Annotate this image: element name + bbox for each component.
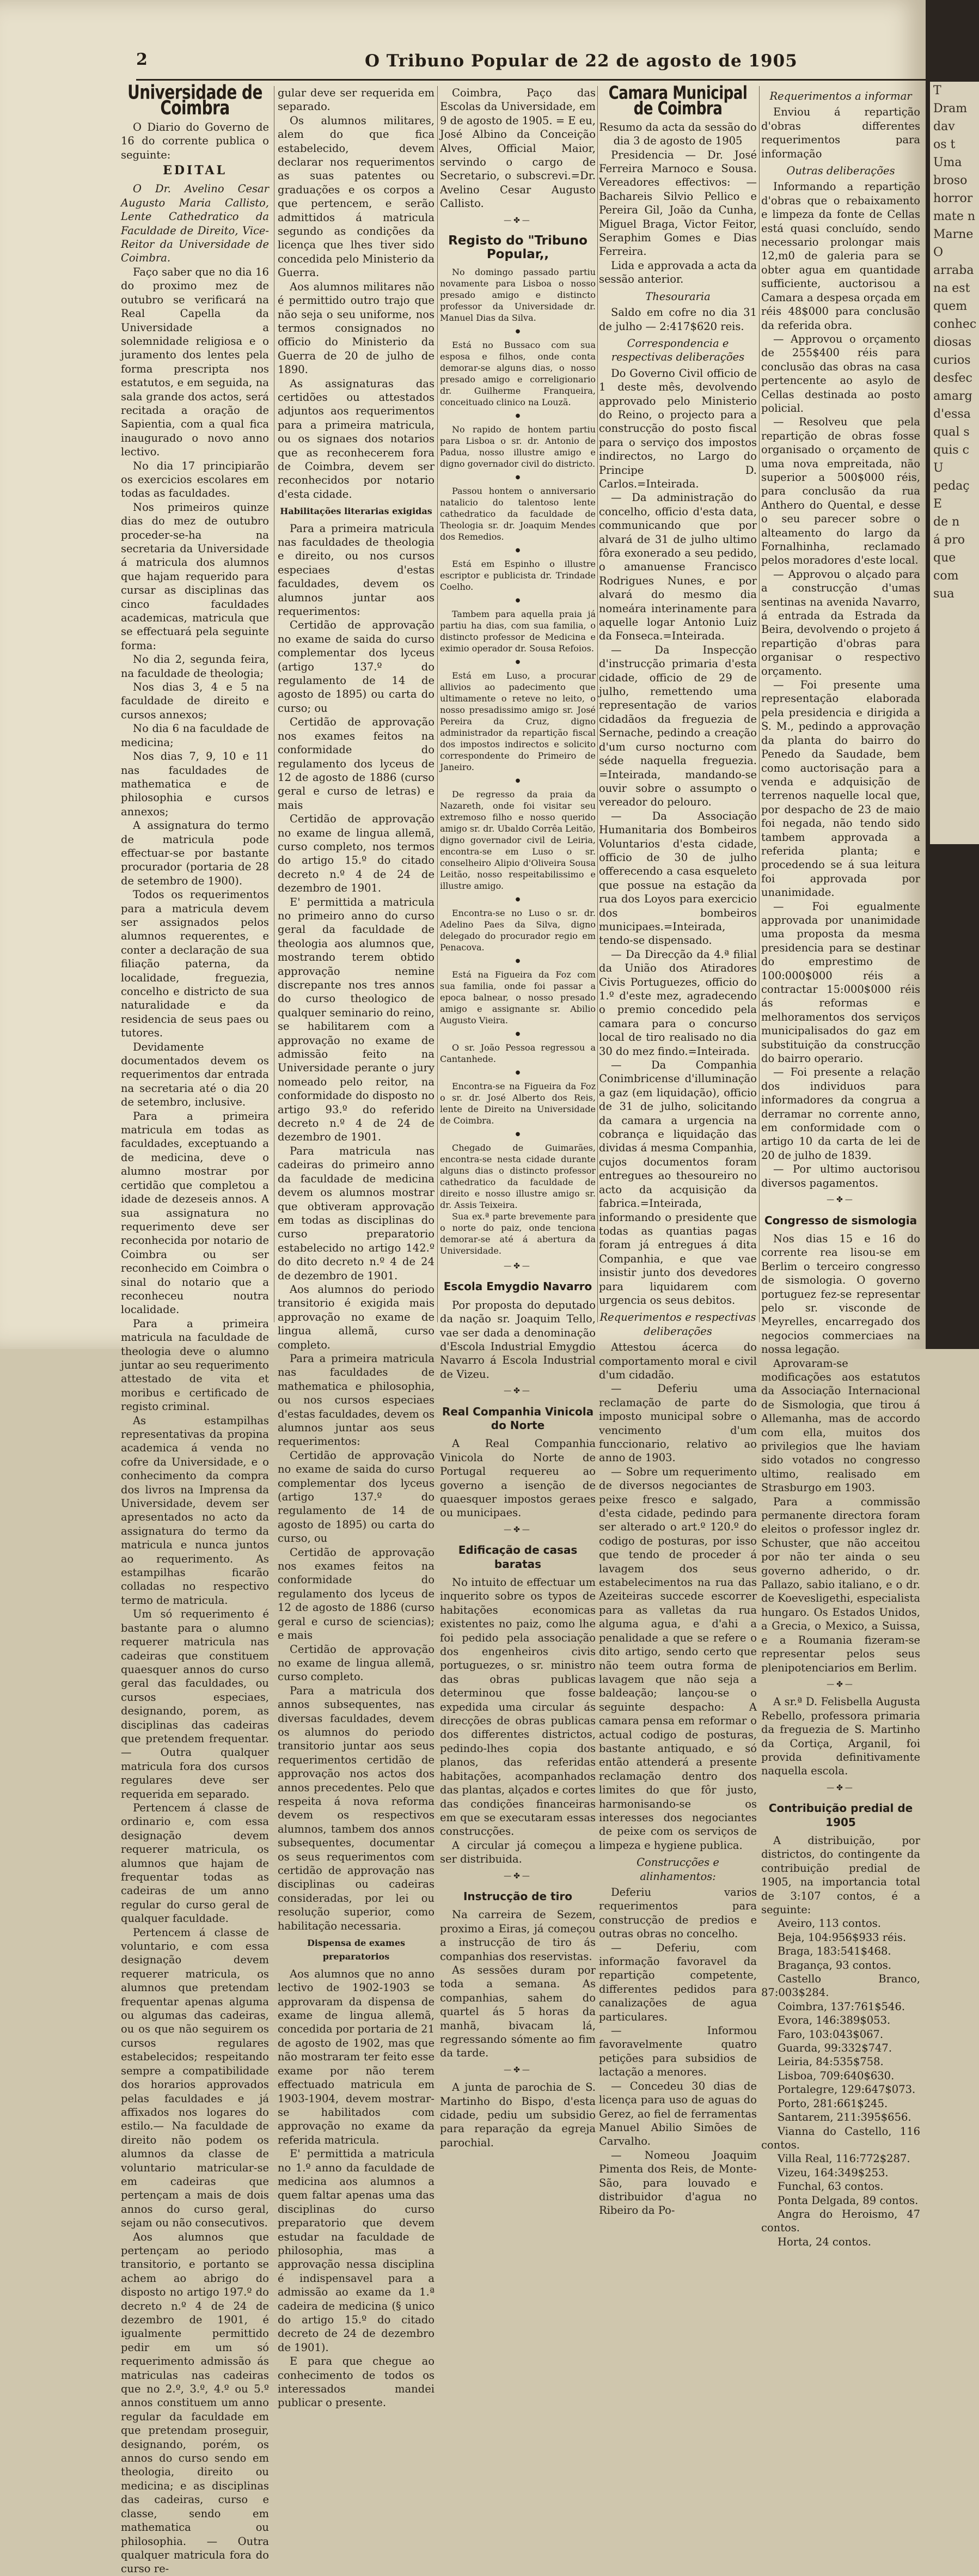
paragraph: A junta de parochia de S. Martinho do Bispo, d'esta cidade, pediu um subsidio para reparação da egreja parochial. bbox=[440, 2081, 596, 2149]
paragraph: — Sobre um requerimento de diversos negociantes de peixe fresco e salgado, d'esta cidade, pedindo para ser alterado o art.º 120.º do codigo de posturas, por isso que tendo de proceder á lavagem dos seus estabelecimentos na rua das Azeiteiras succede escorrer para as valletas da rua alguma agua, e d'ahi a penalidade a que se refere o dito artigo, sendo certo que não teem outra forma de lavagem que não seja a baldeação; lançou-se o seguinte despacho: A camara pensa em reformar o actual codigo de posturas, bastante antiquado, e só então attenderá a presente reclamação dentro dos limites do que fôr justo, harmonisando-se os interesses dos negociantes de peixe com os serviços de limpeza e hygiene publica. bbox=[599, 1465, 757, 1852]
fragment: com bbox=[933, 569, 959, 583]
paragraph: — Por ultimo auctorisou diversos pagamentos. bbox=[761, 1163, 920, 1189]
fragment: qual s bbox=[933, 425, 970, 439]
news-item: Está no Bussaco com sua esposa e filhos, onde conta demorar-se alguns dias, o nosso presado amigo e correligionario dr. Guilherme Franqueira, conceituado clinico na Louzã. bbox=[440, 339, 596, 407]
paragraph: No dia 2, segunda feira, na faculdade de theologia; bbox=[121, 653, 269, 680]
list-item: Aveiro, 113 contos. bbox=[778, 1917, 881, 1930]
paragraph: Nos dias 3, 4 e 5 na faculdade de direito e cursos annexos; bbox=[121, 681, 269, 721]
paragraph: Do Governo Civil officio de 1 deste mês, devolvendo approvado pelo Ministerio do Reino, o projecto para a construcção do posto fiscal para o serviço dos impostos indirectos, no Largo do Principe D. Carlos.=Inteirada. bbox=[599, 367, 757, 490]
paragraph: Um só requerimento é bastante para o alumno requerer matricula nas cadeiras que constituem quaesquer annos do curso geral das faculdades, ou cursos especiaes, designando, porem, as disciplinas das cadeiras que pretendem frequentar. — Outra qualquer matricula fora dos cursos regulares deve ser requerida em separado. bbox=[121, 1608, 269, 1800]
list-item: Evora, 146:389$053. bbox=[778, 2014, 891, 2027]
headline-escola: Escola Emygdio Navarro bbox=[443, 1280, 592, 1293]
fragment: Marne bbox=[933, 228, 974, 241]
paragraph: Lida e approvada a acta da sessão anterior. bbox=[599, 259, 757, 286]
paragraph: — Da administração do concelho, officio d'esta data, communicando que por alvará de 31 de julho ultimo fôra exonerado a seu pedido, o amanuense Francisco Rodrigues Nunes, e por alvará do mesmo dia nomeára interinamente para aquelle logar Antonio Luiz da Fonseca.=Inteirada. bbox=[599, 491, 757, 643]
news-item: No rapido de hontem partiu para Lisboa o sr. dr. Antonio de Padua, nosso illustre amigo e digno governador civil do districto. bbox=[440, 424, 596, 469]
paragraph: Por proposta do deputado da nação sr. Joaquim Tello, vae ser dada a denominação d'Escola Industrial Emygdio Navarro á Escola Industrial de Vizeu. bbox=[440, 1298, 596, 1381]
news-item: Encontra-se na Figueira da Foz o sr. dr. José Alberto dos Reis, lente de Direito na Universidade de Coimbra. bbox=[440, 1081, 596, 1126]
paragraph: Aprovaram-se modificações aos estatutos da Associação Internacional de Sismologia, que tirou á Allemanha, mas de accordo com ella, muitos dos privilegios que lhe haviam sido votados no congresso ultimo, realisado em Strasburgo em 1903. bbox=[761, 1357, 920, 1494]
fragment: desfec bbox=[933, 371, 972, 385]
bullet-divider: ● bbox=[515, 328, 521, 334]
paragraph: A distribuição, por districtos, do contingente da contribuição predial de 1905, na importancia total de 3:107 contos, é a seguinte: bbox=[761, 1834, 920, 1916]
paragraph: Na carreira de Sezem, proximo a Eiras, já começou a instrucção de tiro ás companhias dos reservistas. bbox=[440, 1908, 596, 1963]
column-3 bbox=[440, 86, 596, 2149]
paragraph: — Informou favoravelmente quatro petições para subsidios de lactação a menores. bbox=[599, 2024, 757, 2079]
section-requerimentos: Requerimentos e respectivas deliberações bbox=[599, 1311, 756, 1338]
fragment: T bbox=[933, 84, 941, 97]
paragraph: Attestou ácerca do comportamento moral e civil d'um cidadão. bbox=[599, 1341, 757, 1381]
column-1 bbox=[121, 81, 269, 2575]
bullet-divider: ● bbox=[515, 658, 521, 665]
paragraph: Certidão de approvação no exame de lingua allemã, curso completo. bbox=[278, 1643, 435, 1683]
headline-tiro: Instrucção de tiro bbox=[463, 1889, 573, 1903]
list-item: Ponta Delgada, 89 contos. bbox=[778, 2194, 919, 2207]
fragment: amarg bbox=[933, 389, 972, 403]
headline-edificacao: Edificação de casas baratas bbox=[458, 1543, 578, 1571]
edital-closing: Coimbra, Paço das Escolas da Universidade, em 9 de agosto de 1905. = E eu, José Albino da Conceição Alves, Official Maior, servindo o cargo de Secretario, o subscrevi.=Dr. Avelino Cesar Augusto Callisto. bbox=[440, 87, 596, 210]
news-item: Encontra-se no Luso o sr. dr. Adelino Paes da Silva, digno delegado do procurador regio em Penacova. bbox=[440, 907, 596, 953]
paragraph: Certidão de approvação no exame de saida do curso complementar dos lyceus (artigo 137.º do regulamento de 14 de agosto de 1895) ou carta do curso; ou bbox=[278, 619, 435, 715]
paragraph: — Foi egualmente approvada por unanimidade uma proposta da mesma presidencia para se destinar do emprestimo de 100:000$000 réis a contractar 15:000$000 réis ás reformas e melhoramentos dos serviços municipalisados do gaz em substituição da construcção do bairro operario. bbox=[761, 900, 920, 1065]
bullet-divider: ● bbox=[515, 1131, 521, 1137]
paragraph: gular deve ser requerida em separado. bbox=[278, 87, 435, 113]
headline-registo: Registo do "Tribuno Popular,, bbox=[448, 234, 588, 262]
paragraph: E para que chegue ao conhecimento de todos os interessados mandei publicar o presente. bbox=[278, 2355, 435, 2409]
fragment: sua bbox=[933, 587, 954, 601]
paragraph: Presidencia — Dr. José Ferreira Marnoco e Sousa. Vereadores effectivos: — Bachareis Silvio Pellico e Pereira Gil, João da Cunha, Miguel Braga, Victor Feitor, Seraphim Gomes e Dias Ferreira. bbox=[599, 148, 757, 258]
paragraph: Certidão de approvação no exame de saida do curso complementar dos lyceus (artigo 137.º do regulamento de 14 de agosto de 1895) ou carta do curso, ou bbox=[278, 1449, 435, 1545]
fragment: broso bbox=[933, 174, 968, 187]
bullet-divider: ● bbox=[515, 474, 521, 480]
ornament-divider: —✤— bbox=[504, 1525, 532, 1534]
column-5 bbox=[761, 86, 920, 2248]
paragraph: E' permittida a matricula no 1.º anno da faculdade de medicina aos alumnos a quem faltar apenas uma das disciplinas do curso preparatorio que devem estudar na faculdade de philosophia, mas a approvação nessa disciplina é indispensavel para a admissão ao exame da 1.ª cadeira de medicina (§ unico do artigo 15.º do citado decreto de 24 de dezembro de 1901). bbox=[278, 2147, 435, 2354]
bullet-divider: ● bbox=[515, 597, 521, 603]
paragraph: Para a matricula dos annos subsequentes, nas diversas faculdades, devem os alumnos do periodo transitorio juntar aos seus requerimentos certidão de approvação nos actos dos annos precedentes. Pelo que respeita á nova reforma devem os respectivos alumnos, tambem dos annos subsequentes, documentar os seus requerimentos com certidão de approvação nas disciplinas ou cadeiras consideradas, por lei ou resolução superior, como habilitação necessaria. bbox=[278, 1684, 435, 1932]
paragraph: E' permittida a matricula no primeiro anno do curso geral da faculdade de theologia aos alumnos que, mostrando terem obtido approvação nemine discrepante nos tres annos do curso theologico de qualquer seminario do reino, se habilitarem com a approvação no exame de admissão feito na Universidade perante o jury nomeado pelo reitor, na conformidade do disposto no artigo 93.º do referido decreto n.º 4 de 24 de dezembro de 1901. bbox=[278, 895, 435, 1144]
paragraph: No dia 6 na faculdade de medicina; bbox=[121, 722, 269, 749]
paragraph: Pertencem á classe de ordinario e, com essa designação devem requerer matricula, os alumnos que hajam de frequentar todas as cadeiras de um anno regular do curso geral de qualquer faculdade. bbox=[121, 1801, 269, 1925]
fragment: á pro bbox=[933, 533, 965, 547]
paragraph: A Real Companhia Vinicola do Norte de Portugal requereu ao governo a isenção de quaesquer impostos geraes ou municipaes. bbox=[440, 1437, 596, 1519]
fragment: arraba bbox=[933, 264, 974, 277]
list-item: Porto, 281:661$245. bbox=[778, 2097, 888, 2110]
acta-summary: Resumo da acta da sessão do dia 3 de agosto de 1905 bbox=[599, 120, 757, 148]
fragment: de n bbox=[933, 515, 960, 529]
paragraph: Nos dias 15 e 16 do corrente rea lisou-se em Berlim o terceiro congresso de sismologia. O governo portuguez fez-se representar pelo sr. visconde de Meyrelles, encarregado dos negocios commerciaes na nossa legação. bbox=[761, 1232, 920, 1356]
fragment: pedaç bbox=[933, 479, 970, 493]
list-item: Horta, 24 contos. bbox=[778, 2235, 871, 2248]
paragraph: — Foi presente uma representação elaborada pela presidencia e dirigida a S. M., pedindo a approvação da planta do bairro do Penedo da Saudade, bem como auctorisação para a venda e adquisição de terrenos naquelle local que, por despacho de 23 de maio foi negada, não tendo sido tambem approvada a referida planta; e procedendo se á sua leitura foi approvada por unanimidade. bbox=[761, 679, 920, 899]
paragraph: Nos dias 7, 9, 10 e 11 nas faculdades de mathematica e de philosophia e cursos annexos; bbox=[121, 750, 269, 818]
paragraph: Aos alumnos que pertençam ao periodo transitorio, e portanto se achem ao abrigo do disposto no artigo 197.º do decreto n.º 4 de 24 de dezembro de 1901, é igualmente permittido pedir em um só requerimento admissão ás matriculas nas cadeiras que no 2.º, 3.º, 4.º ou 5.º annos constituem um anno regular da faculdade em que pretendam proseguir, designando, porém, os annos do curso sendo em theologia, direito ou medicina; e as disciplinas das cadeiras, curso e classe, sendo em mathematica ou philosophia. — Outra qualquer matricula fora do curso re- bbox=[121, 2230, 269, 2575]
paragraph: Para a primeira matricula nas faculdades de mathematica e philosophia, ou nos cursos especiaes d'estas faculdades, devem os alumnos juntar aos seus requerimentos: bbox=[278, 1352, 435, 1448]
bullet-divider: ● bbox=[515, 896, 521, 902]
bullet-divider: ● bbox=[515, 1030, 521, 1037]
paragraph: — Da Direcção da 4.ª filial da União dos Atiradores Civis Portuguezes, officio do 1.º d'este mez, agradecendo o premio concedido pela camara para o concurso local de tiro realisado no dia 30 do mez findo.=Inteirada. bbox=[599, 948, 757, 1058]
paragraph: — Deferiu uma reclamação de parte do imposto municipal sobre o vencimento d'um funccionario, relativo ao anno de 1903. bbox=[599, 1382, 757, 1464]
paragraph: — Da Inspecção d'instrucção primaria d'esta cidade, officio de 29 de julho, remettendo uma representação de varios cidadãos da freguezia de Sernache, pedindo a creação d'um curso nocturno com séde naquella freguezia. =Inteirada, mandando-se ouvir sobre o assumpto o vereador do pelouro. bbox=[599, 643, 757, 809]
fragment: O bbox=[933, 246, 944, 259]
column-4 bbox=[599, 82, 757, 2217]
section-correspondencia: Correspondencia e respectivas deliberações bbox=[611, 337, 745, 364]
paragraph: A assignatura do termo de matricula pode effectuar-se por bastante procurador (portaria de 28 de setembro de 1900). bbox=[121, 819, 269, 887]
paragraph: A sr.ª D. Felisbella Augusta Rebello, professora primaria da freguezia de S. Martinho da Cortiça, Arganil, foi provida definitivamente naquella escola. bbox=[761, 1695, 920, 1778]
paragraph: — Deferiu, com informação favoravel da repartição competente, differentes pedidos para canalizações de agua particulares. bbox=[599, 1941, 757, 2023]
fragment: quem bbox=[933, 300, 968, 313]
paragraph: As sessões duram por toda a semana. As companhias, sahem do quartel ás 5 horas da manhã, bivacam lá, regressando sómente ao fim da tarde. bbox=[440, 1963, 596, 2060]
fragment: que bbox=[933, 551, 956, 565]
news-item: Sua ex.ª parte brevemente para o norte do paiz, onde tenciona demorar-se até á abertura da Universidade. bbox=[440, 1211, 596, 1256]
paragraph: — Foi presente a relação dos individuos para informadores da congrua a derramar no corrente anno, em conformidade com o artigo 10 da carta de lei de 20 de julho de 1839. bbox=[761, 1066, 920, 1162]
paragraph: Para a primeira matricula nas faculdades de theologia e direito, ou nos cursos especiaes d'estas faculdades, devem os alumnos juntar aos requerimentos: bbox=[278, 522, 435, 618]
adjacent-page-edge bbox=[926, 0, 979, 1349]
paragraph: No dia 17 principiarão os exercicios escolares em todas as faculdades. bbox=[121, 459, 269, 500]
paragraph: — Approvou o orçamento de 255$400 réis para conclusão das obras na casa pertencente ao asylo de Cellas destinada ao posto policial. bbox=[761, 332, 920, 414]
paragraph: As assignaturas das certidões ou attestados adjuntos aos requerimentos para a primeira matricula, ou os signaes dos notarios que as reconhecerem fora de Coimbra, devem ser reconhecidos por notario d'esta cidade. bbox=[278, 377, 435, 500]
headline-universidade: Universidade de Coimbra bbox=[127, 81, 262, 120]
paragraph: A circular já começou a ser distribuida. bbox=[440, 1839, 596, 1866]
edital-heading: EDITAL bbox=[163, 163, 227, 178]
list-item: Castello Branco, 87:003$284. bbox=[761, 1973, 920, 1999]
subheading-habilitacoes: Habilitações literarias exigidas bbox=[280, 506, 432, 517]
bullet-divider: ● bbox=[515, 777, 521, 784]
fragment: os t bbox=[933, 138, 956, 151]
paragraph: Deferiu varios requerimentos para construcção de predios e outras obras no concelho. bbox=[599, 1886, 757, 1940]
news-item: Está em Espinho o illustre escriptor e publicista dr. Trindade Coelho. bbox=[440, 558, 596, 592]
page-header bbox=[136, 48, 926, 75]
paragraph: Informando a repartição d'obras que o rebaixamento e limpeza da fonte de Cellas está quasi concluído, sendo necessario prolongar mais 12,m0 de galeria para se obter agua em quantidade sufficiente, auctorisou a Camara a despesa orçada em réis 48$000 para conclusão da referida obra. bbox=[761, 180, 920, 332]
fragment: conhec bbox=[933, 318, 977, 331]
section-outras: Outras deliberações bbox=[786, 164, 895, 178]
list-item: Vianna do Castello, 116 contos. bbox=[761, 2125, 920, 2151]
fragment: curios bbox=[933, 353, 971, 367]
list-item: Lisboa, 709:640$630. bbox=[778, 2069, 895, 2082]
paragraph: Certidão de approvação nos exames feitos na conformidade do regulamento dos lyceus de 12 de agosto de 1886 (curso geral e curso de sciencias); e mais bbox=[278, 1546, 435, 1642]
ornament-divider: —✤— bbox=[504, 1871, 532, 1881]
paragraph: Aos alumnos do periodo transitorio é exigida mais approvação no exame de lingua allemã, curso completo. bbox=[278, 1283, 435, 1351]
list-item: Villa Real, 116:772$287. bbox=[778, 2152, 910, 2165]
list-item: Leiria, 84:535$758. bbox=[778, 2055, 884, 2068]
ornament-divider: —✤— bbox=[827, 1195, 855, 1205]
paragraph: Os alumnos militares, alem do que fica estabelecido, devem declarar nos requerimentos as suas patentes ou graduações e os corpos a que pertencem, e serão admittidos á matricula segundo as condições da licença que lhes tiver sido concedida pelo Ministerio da Guerra. bbox=[278, 114, 435, 279]
section-requerimentos-informar: Requerimentos a informar bbox=[769, 90, 912, 102]
adjacent-page-text bbox=[930, 82, 979, 844]
list-item: Vizeu, 164:349$253. bbox=[778, 2166, 889, 2179]
paragraph: Todos os requerimentos para a matricula devem ser assignados pelos alumnos requerentes, e conter a declaração de sua filiação paterna, da localidade, freguezia, concelho e districto de sua naturalidade e da residencia de seus paes ou tutores. bbox=[121, 888, 269, 1040]
fragment: dav bbox=[933, 120, 955, 133]
paragraph: Nos primeiros quinze dias do mez de outubro proceder-se-ha na secretaria da Universidade á matricula dos alumnos que hajam requerido para cursar as disciplinas das cinco faculdades academicas, matricula que se effectuará pela seguinte forma: bbox=[121, 500, 269, 652]
paragraph: Aos alumnos militares não é permittido outro trajo que não seja o seu uniforme, nos termos consignados no officio do Ministerio da Guerra de 20 de julho de 1890. bbox=[278, 280, 435, 376]
paragraph: — Da Associação Humanitaria dos Bombeiros Voluntarios d'esta cidade, officio de 30 de julho offerecendo a casa esqueleto que possue na estação da rua dos Loyos para exercicio dos bombeiros municipaes.=Inteirada, tendo-se dispensado. bbox=[599, 809, 757, 947]
bullet-divider: ● bbox=[515, 1069, 521, 1076]
paragraph: Para a commissão permanente directora foram eleitos o professor inglez dr. Schuster, que não acceitou por não ter ainda o seu governo adherido, o dr. Pallazo, sabio italiano, e o dr. de Koevesligethi, especialista hungaro. Os Estados Unidos, a Grecia, o Mexico, a Suissa, e a Roumania fizeram-se representar pelos seus plenipotenciarios em Berlim. bbox=[761, 1495, 920, 1674]
paragraph: — Concedeu 30 dias de licença para uso de aguas do Gerez, ao fiel de ferramentas Manuel Abilio Simões de Carvalho. bbox=[599, 2079, 757, 2148]
predial-list bbox=[761, 1916, 920, 2249]
list-item: Bragança, 93 contos. bbox=[778, 1958, 891, 1971]
fragment: na est bbox=[933, 282, 970, 295]
list-item: Coimbra, 137:761$546. bbox=[778, 2000, 905, 2013]
ornament-divider: —✤— bbox=[504, 1387, 532, 1396]
paragraph: As estampilhas representativas da propina academica á venda no cofre da Universidade, e o conhecimento da compra dos livros na Imprensa da Universidade, devem ser apresentados no acto da assignatura do termo da matricula e nunca juntos ao requerimento. As estampilhas ficarão colladas no respectivo termo de matricula. bbox=[121, 1414, 269, 1607]
registo-list bbox=[440, 266, 596, 1256]
list-item: Angra do Heroismo, 47 contos. bbox=[761, 2207, 920, 2235]
paragraph: — Da Companhia Conimbricense d'illuminação a gaz (em liquidação), officio de 31 de julho, solicitando da camara a urgencia na cobrança e liquidação das dividas á mesma Companhia, cujos documentos foram entregues ao thesoureiro no acto da acquisição da fabrica.=Inteirada, informando o presidente que todas as quantias pagas foram já entregues á dita Companhia, e que vae insistir junto dos devedores para liquidarem com urgencia os seus debitos. bbox=[599, 1059, 757, 1307]
paragraph: Certidão de approvação no exame de lingua allemã, curso completo, nos termos do artigo 15.º do citado decreto n.º 4 de 24 de dezembro de 1901. bbox=[278, 813, 435, 895]
list-item: Braga, 183:541$468. bbox=[778, 1945, 891, 1958]
headline-camara: Camara Municipal de Coimbra bbox=[608, 82, 748, 119]
column-separator bbox=[597, 86, 598, 1322]
paragraph: Pertencem á classe de voluntario, e com essa designação devem requerer matricula, os alumnos que pretendam frequentar apenas alguma ou algumas das cadeiras, ou os que não seguirem os cursos regulares estabelecidos; respeitando sempre a compatibilidade dos horarios approvados pelas faculdades e já affixados nos logares do estilo.— Na faculdade de direito não podem os alumnos da classe de voluntario matricular-se em cadeiras que pertençam a mais de dois annos do curso geral, sejam ou não consecutivos. bbox=[121, 1926, 269, 2230]
paragraph: No intuito de effectuar um inquerito sobre os typos de habitações economicas existentes no paiz, como lhe foi pedido pela associação dos engenheiros civis portuguezes, o sr. ministro das obras publicas determinou que fosse expedida uma circular ás direcções de obras publicas dos differentes districtos, pedindo-lhes copia dos planos, das referidas habitações, acompanhados das plantas, alçados e cortes das condições financeiras em que se executaram essas construcções. bbox=[440, 1576, 596, 1838]
list-item: Faro, 103:043$067. bbox=[778, 2028, 884, 2041]
news-item: Tambem para aquella praia já partiu ha dias, com sua familia, o distincto professor de Medicina e eximio operador dr. Sousa Refoios. bbox=[440, 608, 596, 654]
ornament-divider: —✤— bbox=[504, 1261, 532, 1271]
ornament-divider: —✤— bbox=[504, 216, 532, 225]
column-2 bbox=[278, 86, 435, 2409]
subheading-dispensa: Dispensa de exames preparatorios bbox=[307, 1938, 406, 1962]
news-item: Está na Figueira da Foz com sua familia, onde foi passar a epoca balnear, o nosso presado amigo e assignante sr. Abilio Augusto Vieira. bbox=[440, 969, 596, 1025]
section-thesouraria: Thesouraria bbox=[645, 290, 711, 303]
list-item: Guarda, 99:332$747. bbox=[778, 2042, 892, 2055]
fragment: Dram bbox=[933, 102, 968, 115]
header-rule bbox=[136, 79, 926, 81]
news-item: De regresso da praia da Nazareth, onde foi visitar seu extremoso filho e nosso querido amigo sr. dr. Ubaldo Corrêa Leitão, digno governador civil de Leiria, encontra-se em Luso o sr. conselheiro Alipio d'Oliveira Sousa Leitão, nosso respeitabilissimo e illustre amigo. bbox=[440, 789, 596, 891]
paragraph: Enviou á repartição d'obras differentes requerimentos para informação bbox=[761, 106, 920, 160]
headline-predial: Contribuição predial de 1905 bbox=[768, 1802, 913, 1829]
ornament-divider: —✤— bbox=[504, 2065, 532, 2074]
column-separator bbox=[759, 86, 760, 1322]
section-construccoes: Construcções e alinhamentos: bbox=[637, 1856, 719, 1883]
paragraph: Para a primeira matricula em todas as faculdades, exceptuando a de medicina, deve o alumno mostrar por certidão que completou a idade de dezeseis annos. A sua assignatura no requerimento deve ser reconhecida por notario de Coimbra ou ser reconhecido em Coimbra o sinal do notario que a reconheceu noutra localidade. bbox=[121, 1109, 269, 1316]
page-number: 2 bbox=[136, 50, 148, 69]
list-item: Funchal, 63 contos. bbox=[778, 2180, 884, 2193]
paragraph: — Resolveu que pela repartição de obras fosse organisado o orçamento de uma nova empreitada, não superior a 500$000 réis, para conclusão da rua Anthero do Quental, e desse o seu parecer sobre o alteamento do largo da Fornalhinha, reclamado pelos moradores d'este local. bbox=[761, 416, 920, 567]
headline-companhia: Real Companhia Vinicola do Norte bbox=[442, 1405, 594, 1432]
paragraph: Certidão de approvação nos exames feitos na conformidade do regulamento dos lyceus de 12 de agosto de 1886 (curso geral e curso de letras) e mais bbox=[278, 716, 435, 811]
fragment: d'essa bbox=[933, 407, 971, 421]
intro-text: O Diario do Governo de 16 do corrente publica o seguinte: bbox=[121, 120, 269, 161]
bullet-divider: ● bbox=[515, 547, 521, 553]
bullet-divider: ● bbox=[515, 957, 521, 964]
fragment: mate n bbox=[933, 210, 975, 223]
fragment: diosas bbox=[933, 335, 972, 349]
list-item: Beja, 104:956$933 réis. bbox=[778, 1931, 907, 1944]
fragment: horror bbox=[933, 192, 973, 205]
ornament-divider: —✤— bbox=[827, 1680, 855, 1689]
news-item: No domingo passado partiu novamente para Lisboa o nosso presado amigo e distincto professor da Universidade dr. Manuel Dias da Silva. bbox=[440, 266, 596, 323]
news-item: Chegado de Guimarães, encontra-se nesta cidade durante alguns dias o distincto professor cathedratico da faculdade de direito e nosso illustre amigo sr. dr. Assis Teixeira. bbox=[440, 1142, 596, 1210]
paragraph: Saldo em cofre no dia 31 de julho — 2:417$620 reis. bbox=[599, 306, 757, 333]
list-item: Portalegre, 129:647$073. bbox=[778, 2083, 916, 2096]
byline: O Dr. Avelino Cesar Augusto Maria Callisto, Lente Cathedratico da Faculdade de Direito, Vice-Reitor da Universidade de Coimbra. bbox=[121, 182, 269, 265]
fragment: quis c bbox=[933, 443, 969, 457]
ornament-divider: —✤— bbox=[827, 1783, 855, 1792]
fragment: E bbox=[933, 497, 943, 511]
paragraph: Faço saber que no dia 16 do proximo mez de outubro se verificará na Real Capella da Universidade a solemnidade religiosa e o juramento dos lentes pela forma prescripta nos estatutos, e em seguida, na sala grande dos actos, será recitada a oração de Sapientia, com a qual fica inaugurado o novo anno lectivo. bbox=[121, 265, 269, 459]
paragraph: Para matricula nas cadeiras do primeiro anno da faculdade de medicina devem os alumnos mostrar que obtiveram approvação em todas as disciplinas do curso preparatorio estabelecido no artigo 142.º do dito decreto n.º 4 de 24 de dezembro de 1901. bbox=[278, 1144, 435, 1282]
news-item: Está em Luso, a procurar allivios ao padecimento que ultimamente o reteve no leito, o nosso presadissimo amigo sr. José Pereira da Cruz, digno administrador da repartição fiscal dos impostos indirectos e solicito correspondente do Primeiro de Janeiro. bbox=[440, 670, 596, 772]
bullet-divider: ● bbox=[515, 412, 521, 419]
headline-sismologia: Congresso de sismologia bbox=[764, 1213, 917, 1227]
column-separator bbox=[437, 86, 438, 1322]
paragraph: — Approvou o alçado para a construcção d'umas sentinas na avenida Navarro, á entrada da Estrada da Beira, devolvendo o projeto á repartição d'obras para organisar o respectivo orçamento. bbox=[761, 567, 920, 677]
paragraph: Devidamente documentados devem os requerimentos dar entrada na secretaria até o dia 20 de setembro, inclusive. bbox=[121, 1040, 269, 1109]
news-item: Passou hontem o anniversario natalicio do talentoso lente cathedratico da faculdade de Theologia sr. dr. Joaquim Mendes dos Remedios. bbox=[440, 485, 596, 542]
paragraph: Aos alumnos que no anno lectivo de 1902-1903 se approvaram da dispensa de exame de lingua allemã, concedida por portaria de 21 de agosto de 1902, mas que não mostraram ter feito esse exame por não terem effectuado matricula em 1903-1904, devem mostrar-se habilitados com approvação no exame da referida matricula. bbox=[278, 1967, 435, 2146]
paragraph: — Nomeou Joaquim Pimenta dos Reis, de Monte-São, para louvado e distribuidor d'agua no Ribeiro da Po- bbox=[599, 2148, 757, 2217]
news-item: O sr. João Pessoa regressou a Cantanhede. bbox=[440, 1042, 596, 1064]
list-item: Santarem, 211:395$656. bbox=[778, 2111, 911, 2124]
paragraph: Para a primeira matricula na faculdade de theologia deve o alumno juntar ao seu requerimento attestado de vita et moribus e certificado de registo criminal. bbox=[121, 1317, 269, 1413]
fragment: U bbox=[933, 461, 944, 475]
fragment: Uma bbox=[933, 156, 962, 169]
masthead-title: O Tribuno Popular de 22 de agosto de 1905 bbox=[365, 51, 798, 71]
